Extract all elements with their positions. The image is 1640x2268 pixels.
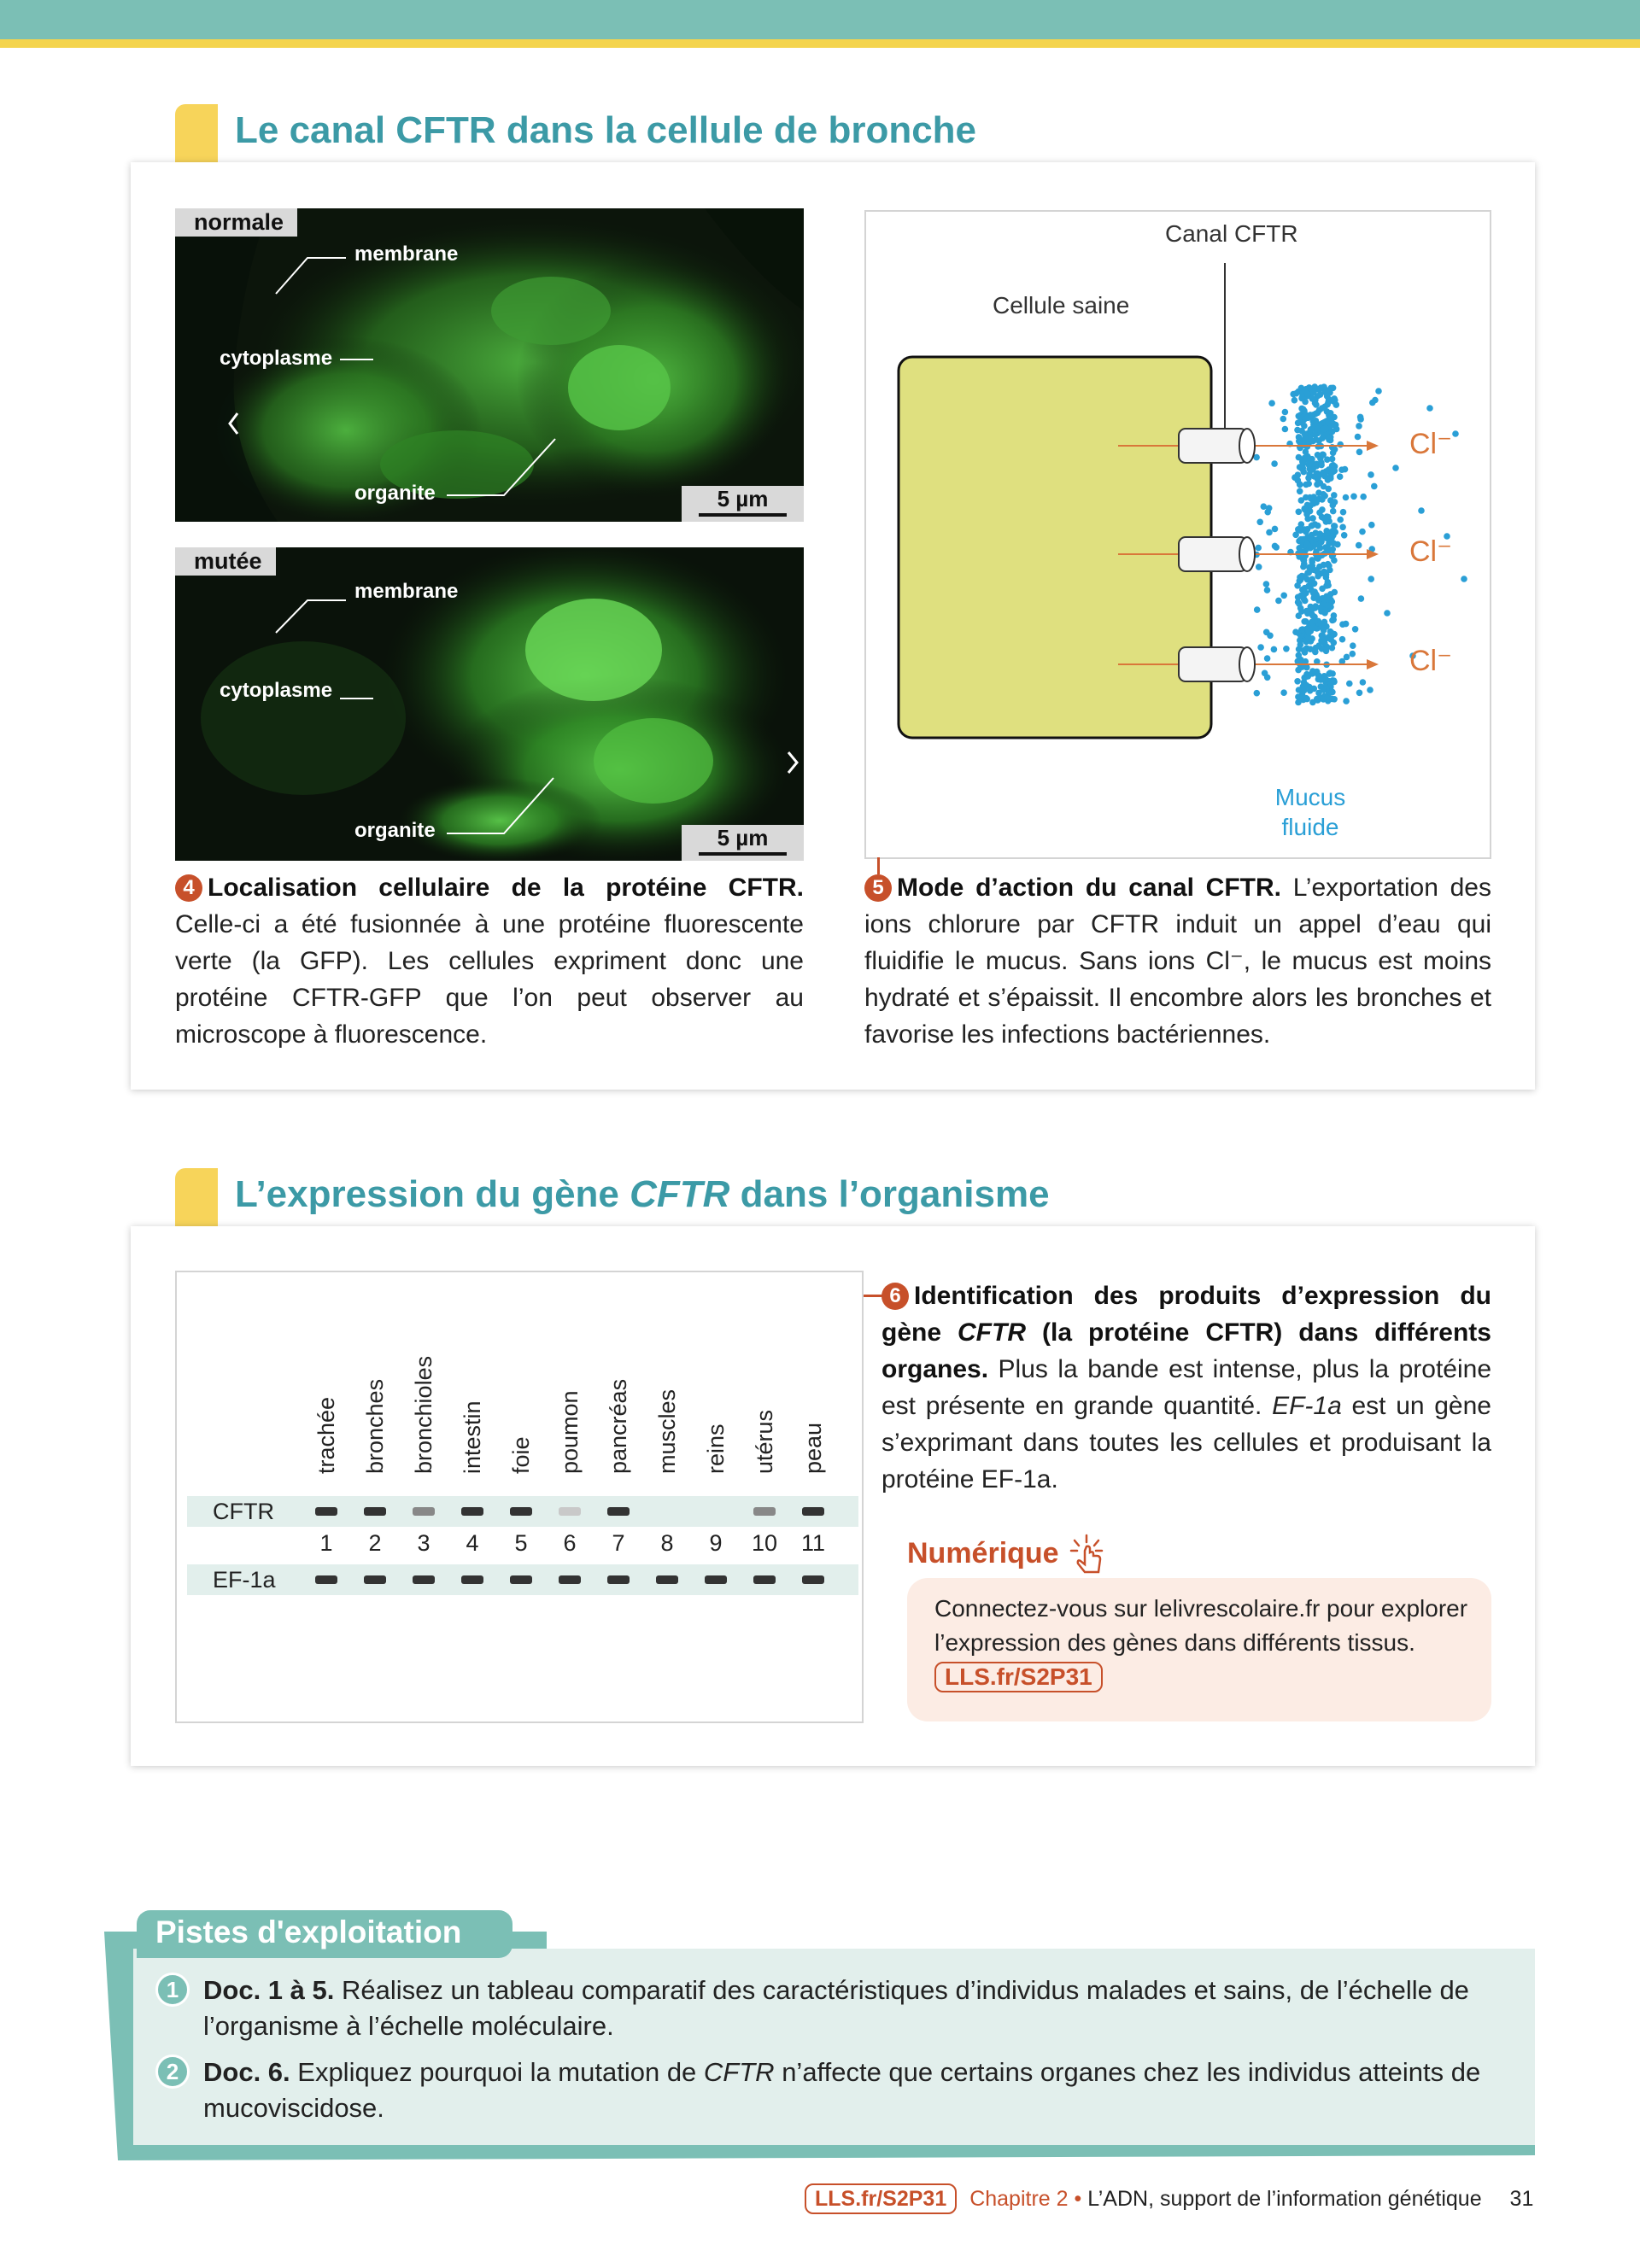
mucus-dot [1320,687,1327,693]
mucus-dot [1461,576,1467,582]
mucus-dot [1298,497,1305,504]
doc5-caption-title: Mode d’action du canal CFTR. [897,874,1281,902]
piste-item-1: Doc. 1 à 5. Réalisez un tableau comparatif des caractéristiques d’individus malades et sains, de l’échelle de l’organisme à l’échelle moléculaire. [203,1975,1469,2041]
mucus-dot [1332,468,1338,475]
mucus-dot [1352,626,1359,633]
mucus-dot [1271,460,1278,467]
mucus-dot [1321,610,1328,617]
label-membrane: membrane [354,580,459,603]
label-cytoplasme: cytoplasme [220,347,333,370]
mucus-dot [1303,645,1310,652]
mucus-dot [1330,508,1337,515]
mucus-dot [1297,481,1303,488]
gel-lane-number: 1 [319,1530,333,1556]
mucus-dot [1317,386,1324,393]
mucus-dot [1356,423,1362,430]
gel-band-ef1a [753,1575,776,1584]
footer-link[interactable]: LLS.fr/S2P31 [805,2183,957,2214]
mucus-dot [1319,496,1326,503]
gel-band-ef1a [315,1575,337,1584]
mucus-dot [1384,610,1391,617]
gel-band-cftr [461,1507,483,1516]
mucus-dot [1315,597,1322,604]
mucus-dot [1282,409,1289,416]
mucus-dot [1343,698,1350,704]
mucus-dot [1301,506,1308,512]
mucus-dot [1330,502,1337,509]
mucus-dot [1304,541,1311,548]
mucus-dot [1341,532,1348,539]
mucus-dot [1256,564,1262,570]
mucus-dot [1299,395,1306,401]
mucus-dot [1323,571,1330,578]
mucus-dot [1296,600,1303,607]
mucus-dot [1305,461,1312,468]
gel-lane-number: 8 [660,1530,674,1556]
label-cellule-saine: Cellule saine [993,292,1130,319]
mucus-dot [1360,679,1367,686]
mucus-dot [1314,696,1321,703]
mucus-dot [1308,495,1315,502]
mucus-dot [1302,387,1309,394]
gel-organ-label: foie [508,1436,534,1474]
mucus-dot [1356,542,1362,549]
mucus-dot [1264,655,1271,662]
mucus-dot [1323,648,1330,655]
mucus-dot [1315,426,1321,433]
mucus-dot [1392,465,1399,471]
mucus-dot [1418,507,1425,514]
mucus-dot [1301,618,1308,625]
mucus-dot [1320,637,1327,644]
numerique-text: Connectez-vous sur lelivrescolaire.fr pour explorer l’expression des gènes dans différents tissus. LLS.fr/S2P31 [934,1592,1481,1694]
gel-row-label-ef1a: EF-1a [213,1567,276,1593]
mucus-dot [1296,652,1303,659]
page-footer [805,2183,1533,2214]
mucus-dot [1310,613,1317,620]
mucus-dot [1319,405,1326,412]
mucus-dot [1297,637,1303,644]
mucus-dot [1318,623,1325,629]
mucus-dot [1268,400,1275,406]
label-cytoplasme: cytoplasme [220,679,333,702]
mucus-dot [1312,521,1319,528]
mucus-dot [1301,557,1308,564]
mucus-dot [1298,521,1305,528]
label-mucus-fluide [1225,782,1396,842]
doc-number: 4 [175,874,202,902]
mucus-dot [1295,471,1302,478]
mucus-dot [1257,644,1264,651]
mucus-dot [1295,693,1302,700]
mucus-dot [1339,524,1346,531]
mucus-dot [1310,590,1317,597]
section-title-expression: L’expression du gène CFTR dans l’organisme [235,1173,1050,1215]
doc4-caption-title: Localisation cellulaire de la protéine CFTR. [208,874,804,902]
gel-band-cftr [510,1507,532,1516]
mucus-dot [1331,557,1338,564]
micrograph-normal [175,208,804,522]
doc5-connector [877,857,880,874]
mucus-dot [1326,412,1332,419]
mucus-dot [1325,486,1332,493]
mucus-dot [1280,416,1287,423]
mucus-dot [1359,529,1366,535]
mucus-dot [1367,687,1374,693]
top-banner-stripe [0,39,1640,48]
doc6-connector [864,1295,882,1297]
mucus-dot [1319,435,1326,441]
mucus-dot [1331,492,1338,499]
mucus-dot [1280,689,1287,696]
gel-organ-label: intestin [460,1400,485,1474]
mucus-dot [1343,494,1350,501]
gel-lane-number: 5 [514,1530,528,1556]
section-marker [175,104,218,166]
mucus-dot [1360,494,1367,500]
label-fluide: fluide [1281,814,1339,840]
mucus-dot [1256,519,1263,526]
mucus-dot [1350,651,1356,658]
gel-band-ef1a [656,1575,678,1584]
mucus-dot [1266,505,1273,511]
mucus-dot [1282,426,1289,433]
mucus-dot [1303,448,1309,455]
mucus-dot [1309,576,1315,583]
mucus-dot [1375,388,1382,395]
mucus-dot [1300,527,1307,534]
mucus-dot [1263,629,1270,636]
gel-band-cftr [607,1507,630,1516]
gel-organ-label: pancréas [606,1378,631,1474]
gel-organ-label: reins [703,1423,729,1474]
gel-organ-label: trachée [313,1396,339,1474]
mucus-dot [1329,670,1336,677]
gel-band-cftr [364,1507,386,1516]
micrograph-mutee [175,547,804,861]
mucus-dot [1296,545,1303,552]
mucus-dot [1296,509,1303,516]
gel-lane-number: 10 [751,1530,778,1556]
gel-lane-number: 7 [612,1530,625,1556]
gel-band-cftr [753,1507,776,1516]
mucus-dot [1308,426,1315,433]
mucus-dot [1337,517,1344,523]
mucus-dot [1339,636,1346,643]
mucus-dot [1301,573,1308,580]
footer-separator: • [1068,2187,1088,2211]
mucus-dot [1294,678,1301,685]
mucus-dot [1254,606,1261,613]
mucus-dot [1309,606,1315,613]
mucus-dot [1318,538,1325,545]
mucus-dot [1296,438,1303,445]
doc-number: 5 [864,874,892,902]
scale-bar: 5 µm [682,825,804,861]
mucus-dot [1346,681,1353,687]
mucus-dot [1312,541,1319,548]
mucus-dot [1300,469,1307,476]
mucus-dot [1309,670,1315,677]
gel-band-cftr [315,1507,337,1516]
numerique-box [907,1578,1491,1721]
mucus-dot [1254,690,1261,697]
ion-label-cl: Cl⁻ [1409,645,1453,677]
label-mucus: Mucus [1274,784,1346,810]
mucus-dot [1302,455,1309,462]
footer-title: L’ADN, support de l’information génétique [1087,2187,1482,2211]
mucus-dot [1330,528,1337,535]
mucus-dot [1321,426,1327,433]
mucus-dot [1368,522,1375,529]
mucus-dot [1280,593,1287,599]
mucus-dot [1426,405,1433,412]
gel-band-cftr [413,1507,435,1516]
mucus-dot [1330,450,1337,457]
mucus-dot [1298,428,1305,435]
piste-item-2: Doc. 6. Expliquez pourquoi la mutation de CFTR n’affecte que certains organes chez les individus atteints de mucoviscidose. [203,2057,1481,2123]
mucus-dot [1298,608,1305,615]
gel-organ-label: utérus [752,1409,777,1474]
mucus-dot [1304,516,1311,523]
mucus-dot [1358,595,1365,602]
mucus-dot [1303,482,1309,488]
piste-number: 2 [155,2055,190,2089]
gel-lane-number: 11 [800,1530,826,1556]
mucus-dot [1312,649,1319,656]
mucus-dot [1307,535,1314,542]
mucus-dot [1318,462,1325,469]
mucus-dot [1368,576,1374,582]
label-membrane: membrane [354,243,459,266]
mucus-dot [1325,579,1332,586]
gel-organ-label: poumon [557,1390,583,1474]
section-marker [175,1168,218,1230]
mucus-dot [1330,617,1337,623]
doc6-caption: 6 Identification des produits d’expression du gène CFTR (la protéine CFTR) dans différents organes. Plus la bande est intense, plus la protéine est présente en grande quantité. EF-1a est un gène s’exprimant dans toutes les cellules et produisant la protéine EF-1a. [882,1282,1491,1493]
gel-band-ef1a [510,1575,532,1584]
mucus-dot [1371,483,1378,490]
mucus-dot [1255,545,1262,552]
ion-label-cl: Cl⁻ [1409,428,1453,460]
mucus-dot [1327,681,1334,687]
mucus-dot [1309,619,1315,626]
mucus-dot [1324,401,1331,408]
mucus-dot [1309,395,1316,402]
piste-number: 1 [155,1973,190,2007]
gel-lane-number: 2 [368,1530,382,1556]
gel-row-label-cftr: CFTR [213,1499,274,1524]
doc-number: 6 [882,1283,909,1310]
gel-band-cftr [802,1507,824,1516]
numerique-link[interactable]: LLS.fr/S2P31 [934,1662,1103,1692]
gel-band-ef1a [559,1575,581,1584]
cftr-diagram [864,210,1491,859]
mucus-dot [1296,454,1303,461]
mucus-dot [1452,430,1459,437]
mucus-dot [1297,536,1304,543]
mucus-dot [1313,418,1320,424]
mucus-dot [1315,472,1322,479]
mucus-dot [1272,526,1279,533]
mucus-dot [1316,510,1323,517]
gel-band-cftr [559,1507,581,1516]
gel-band-ef1a [705,1575,727,1584]
mucus-dot [1337,473,1344,480]
page-number: 31 [1509,2187,1534,2211]
gel-band-ef1a [802,1575,824,1584]
mucus-dot [1263,581,1270,587]
gel-band-ef1a [607,1575,630,1584]
gel-lane-number: 6 [563,1530,577,1556]
gel-figure [175,1271,864,1723]
gel-band-ef1a [364,1575,386,1584]
mucus-dot [1325,602,1332,609]
label-canal-cftr: Canal CFTR [1165,220,1298,247]
mucus-dot [1350,642,1356,649]
mucus-dot [1319,586,1326,593]
numerique-title: Numérique [907,1537,1059,1569]
mucus-dot [1340,509,1347,516]
mucus-dot [1329,456,1336,463]
mucus-dot [1272,543,1279,550]
mucus-dot [1339,621,1346,628]
mucus-dot [1298,593,1305,599]
section-title-cftr-canal: Le canal CFTR dans la cellule de bronche [235,109,977,151]
mucus-dot [1333,401,1340,408]
scale-bar: 5 µm [682,486,804,522]
mucus-dot [1264,587,1271,593]
mucus-dot [1321,696,1327,703]
gel-organ-label: peau [800,1422,826,1474]
doc5-caption [864,869,1491,1053]
mucus-dot [1292,397,1298,404]
gel-organ-label: bronches [362,1378,388,1474]
mucus-dot [1297,488,1303,495]
mucus-dot [1295,420,1302,427]
mucus-dot [1337,441,1344,448]
hand-click-icon [1068,1534,1119,1575]
ion-label-cl: Cl⁻ [1409,535,1453,568]
label-organite: organite [354,819,436,842]
mucus-dot [1309,625,1316,632]
mucus-dot [1306,564,1313,571]
mucus-dot [1328,535,1335,541]
mucus-dot [1356,690,1363,697]
pistes-title: Pistes d'exploitation [155,1914,462,1949]
mucus-dot [1262,670,1268,677]
mucus-dot [1314,554,1321,561]
gel-organ-label: muscles [654,1388,680,1474]
mucus-dot [1303,682,1310,689]
mucus-dot [1356,449,1363,456]
doc4-caption [175,869,804,1053]
mucus-dot [1261,503,1268,510]
mucus-dot [1294,582,1301,589]
pistes-background [102,1932,1538,2162]
mucus-dot [1329,645,1336,652]
gel-lane-number: 3 [417,1530,430,1556]
mucus-dot [1275,598,1282,605]
mucus-dot [1355,434,1362,441]
gel-band-ef1a [413,1575,435,1584]
mucus-dot [1323,468,1330,475]
mucus-dot [1292,628,1299,635]
mucus-dot [1271,646,1278,653]
mucus-dot [1323,518,1330,525]
gel-lane-number: 9 [709,1530,723,1556]
mucus-dot [1314,569,1321,576]
mucus-dot [1315,672,1322,679]
mucus-dot [1322,544,1329,551]
mucus-dot [1301,407,1308,414]
gel-lane-number: 4 [466,1530,479,1556]
footer-chapter: Chapitre 2 [969,2187,1069,2211]
mucus-dot [1315,452,1321,459]
mucus-dot [1350,494,1357,500]
doc4-caption-text: Celle-ci a été fusionnée à une protéine fluorescente verte (la GFP). Les cellules expriment donc une protéine CFTR-GFP que l’on peut observer au microscope à fluorescence. [175,910,804,1049]
mucus-dot [1308,638,1315,645]
mucus-dot [1283,646,1290,652]
mucus-dot [1326,563,1332,570]
mucus-dot [1307,412,1314,418]
micrograph-tag: mutée [175,547,276,576]
cftr-diagram-drawing [866,212,1493,861]
mucus-dot [1372,397,1379,404]
mucus-dot [1303,696,1310,703]
mucus-dot [1293,390,1300,397]
mucus-dot [1309,466,1316,473]
micrograph-tag: normale [175,208,297,237]
mucus-dot [1368,471,1374,478]
mucus-dot [1300,564,1307,570]
doc5-caption-text: L’exportation des ions chlorure par CFTR induit un appel d’eau qui fluidifie le mucus. Sans ions Cl⁻, le mucus est moins hydraté et s’épaissit. Il encombre alors les bronches et favorise les infections bactériennes. [864,874,1491,1049]
gel-band-ef1a [461,1575,483,1584]
label-organite: organite [354,482,436,505]
top-banner [0,0,1640,39]
mucus-dot [1305,475,1312,482]
mucus-dot [1357,414,1364,421]
mucus-dot [1325,476,1332,483]
mucus-dot [1266,529,1273,536]
micrograph-leader-lines [175,547,804,861]
mucus-dot [1338,466,1345,473]
gel-organ-label: bronchioles [411,1355,436,1474]
